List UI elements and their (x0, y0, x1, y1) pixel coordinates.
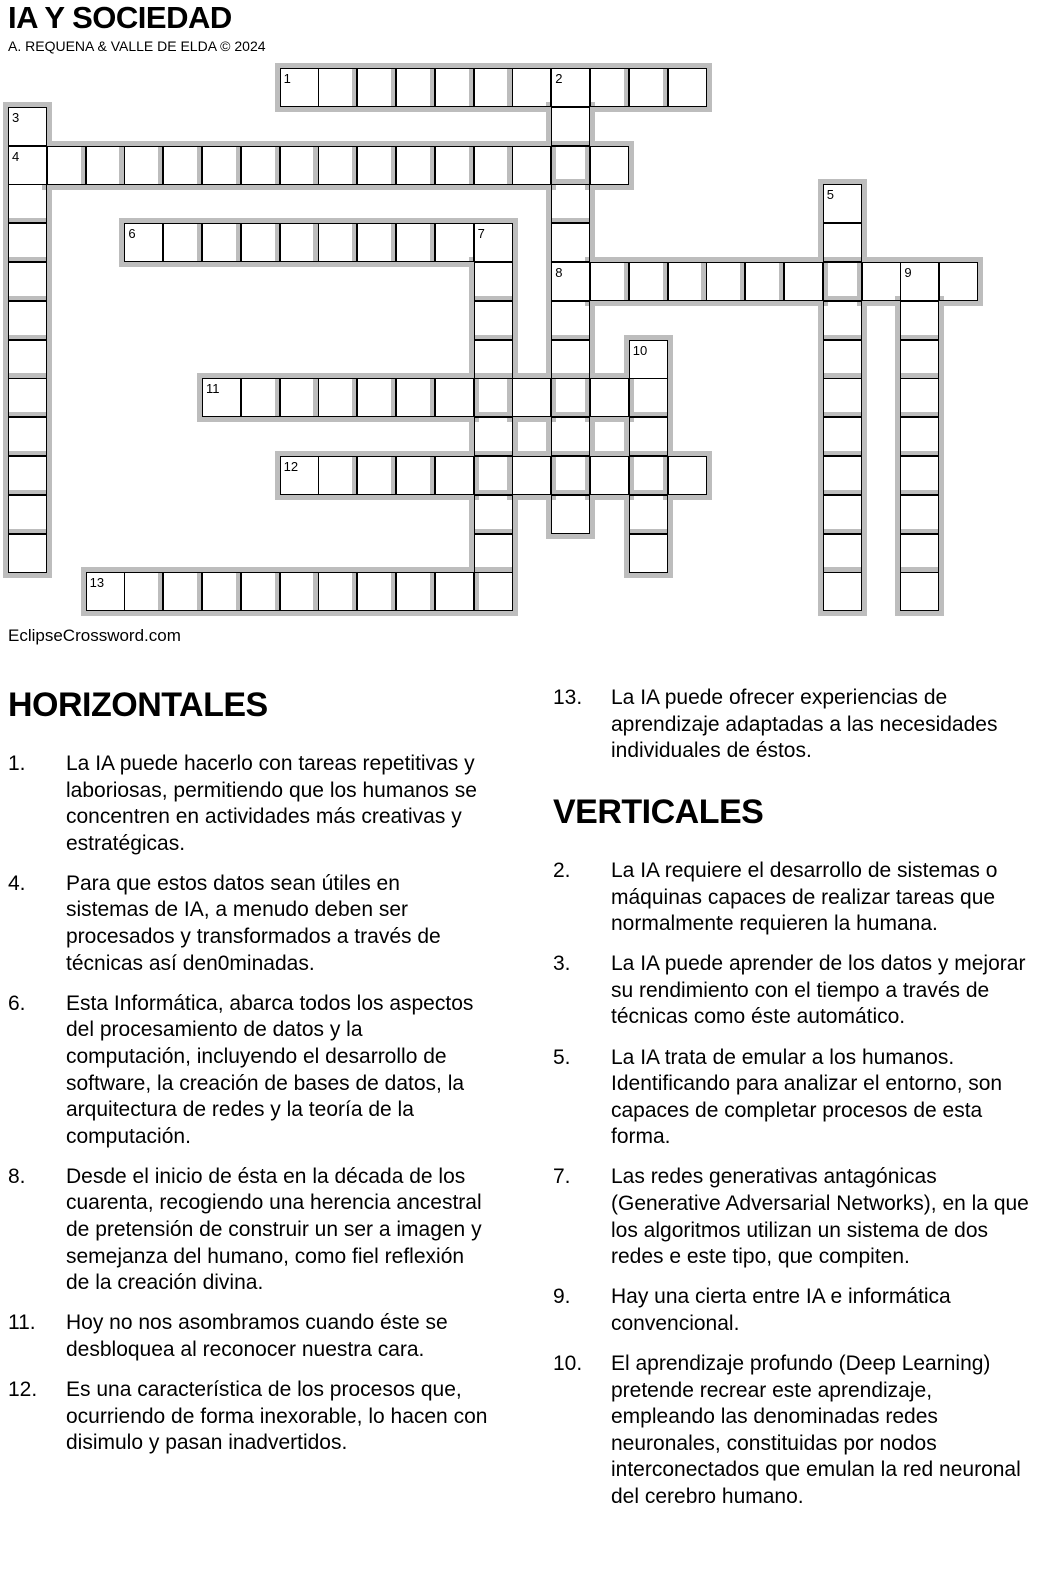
clue-down-9 (553, 1284, 1033, 1337)
clue-number: 7. (553, 1165, 571, 1189)
grid-cell-face (241, 223, 280, 262)
clue-across-8 (8, 1164, 488, 1297)
grid-cell-face (47, 146, 86, 185)
grid-cell-face (823, 495, 862, 534)
grid-cell[interactable] (202, 378, 241, 417)
grid-cell-face (280, 378, 319, 417)
grid-cell-face (629, 262, 668, 301)
grid-cell-face (474, 301, 513, 340)
grid-cell-face (357, 456, 396, 495)
grid-cell-face (551, 107, 590, 146)
clue-number: 3. (553, 952, 571, 976)
grid-cell-face (590, 146, 629, 185)
grid-cell-face (8, 417, 47, 456)
grid-cell-face (900, 456, 939, 495)
grid-cell-face (474, 340, 513, 379)
grid-cell-face (357, 146, 396, 185)
grid-cell[interactable] (280, 68, 319, 107)
grid-cell-face (900, 495, 939, 534)
grid-cell-face (939, 262, 978, 301)
grid-cell[interactable] (86, 572, 125, 611)
across-clue-list (8, 751, 488, 1470)
grid-cell-face (435, 378, 474, 417)
grid-cell-face (163, 223, 202, 262)
grid-cell-face (396, 146, 435, 185)
grid-cell-face (823, 534, 862, 573)
grid-cell[interactable] (823, 184, 862, 223)
grid-cell-face (629, 534, 668, 573)
grid-cell[interactable] (629, 340, 668, 379)
clue-down-5 (553, 1045, 1033, 1151)
grid-cell-face (823, 301, 862, 340)
clue-down-7 (553, 1164, 1033, 1270)
cell-number: 4 (12, 148, 20, 164)
across-clue-list-continued (553, 685, 1033, 778)
cell-number: 3 (12, 109, 20, 125)
grid-cell-face (8, 340, 47, 379)
clue-down-2 (553, 858, 1033, 938)
grid-cell-face (668, 262, 707, 301)
grid-cell-face (8, 534, 47, 573)
clue-text: La IA puede aprender de los datos y mejorar su rendimiento con el tiempo a través de técnicas como éste automático. (611, 952, 1026, 1029)
grid-cell-face (629, 456, 668, 495)
grid-cell-face (8, 301, 47, 340)
grid-cell-face (163, 146, 202, 185)
grid-cell-face (551, 417, 590, 456)
grid-cell-face (900, 378, 939, 417)
grid-cell-face (280, 146, 319, 185)
grid-cell-face (474, 146, 513, 185)
clue-down-10 (553, 1351, 1033, 1511)
clue-text: Las redes generativas antagónicas (Generative Adversarial Networks), en la que los algoritmos utilizan un sistema de dos redes e este tipo, que compiten. (611, 1165, 1029, 1269)
clue-across-12 (8, 1377, 488, 1457)
grid-cell-face (551, 223, 590, 262)
cell-number: 10 (632, 342, 648, 358)
clue-text: Para que estos datos sean útiles en sistemas de IA, a menudo deben ser procesados y transformados a través de técnicas así den0minadas. (66, 871, 441, 975)
grid-cell-face (396, 378, 435, 417)
grid-cell[interactable] (551, 262, 590, 301)
clue-text: Desde el inicio de ésta en la década de los cuarenta, recogiendo una herencia ancestral de pretensión de construir un ser a imagen y semejanza del humano, como fiel reflexión de la creación divina. (66, 1164, 482, 1295)
grid-cell-face (318, 456, 357, 495)
grid-cell-face (900, 301, 939, 340)
grid-cell-face (551, 146, 590, 185)
clue-number: 12. (8, 1377, 38, 1401)
grid-cell-face (823, 223, 862, 262)
grid-cell[interactable] (124, 223, 163, 262)
grid-cell-face (124, 146, 163, 185)
grid-cell-face (551, 301, 590, 340)
cell-number: 6 (128, 226, 136, 242)
grid-cell-face (823, 456, 862, 495)
grid-cell-face (551, 184, 590, 223)
grid-cell-face (551, 495, 590, 534)
grid-cell-face (86, 146, 125, 185)
grid-cell-face (357, 378, 396, 417)
clue-number: 6. (8, 991, 26, 1015)
grid-cell-face (590, 456, 629, 495)
grid-cell-face (280, 572, 319, 611)
cell-number: 7 (477, 226, 485, 242)
grid-cell-face (668, 68, 707, 107)
grid-cell-face (551, 340, 590, 379)
clue-text: La IA puede hacerlo con tareas repetitivas y laboriosas, permitiendo que los humanos se concentren en actividades más creativas y estratégicas. (66, 752, 477, 855)
grid-cell-face (318, 68, 357, 107)
clue-text: La IA puede ofrecer experiencias de aprendizaje adaptadas a las necesidades individuales de éstos. (611, 686, 998, 763)
grid-cell-face (474, 534, 513, 573)
cell-number: 12 (283, 459, 299, 474)
down-clue-list (553, 858, 1033, 1524)
grid-cell-face (823, 262, 862, 301)
across-heading: HORIZONTALES (8, 686, 268, 724)
clue-number: 9. (553, 1285, 571, 1309)
clue-text: Esta Informática, abarca todos los aspectos del procesamiento de datos y la computación, incluyendo el desarrollo de software, la creación de bases de datos, la arquitectura de redes y la teoría de la computación. (66, 991, 474, 1148)
grid-cell-face (318, 223, 357, 262)
grid-cell-face (318, 572, 357, 611)
grid-cell-face (629, 495, 668, 534)
grid-cell-face (551, 378, 590, 417)
grid-cell-face (900, 572, 939, 611)
grid-cell-face (629, 378, 668, 417)
grid-cell-face (474, 456, 513, 495)
clue-text: Hoy no nos asombramos cuando éste se desbloquea al reconocer nuestra cara. (66, 1311, 448, 1361)
grid-cell-face (823, 340, 862, 379)
grid-cell-face (435, 68, 474, 107)
grid-cell-face (474, 68, 513, 107)
grid-cell-face (551, 456, 590, 495)
grid-cell-face (823, 572, 862, 611)
clue-number: 2. (553, 859, 571, 882)
cell-number: 2 (555, 71, 563, 86)
cell-number: 9 (904, 265, 912, 280)
grid-cell-face (512, 456, 551, 495)
grid-cell-face (512, 146, 551, 185)
clue-number: 1. (8, 752, 26, 775)
grid-cell-face (512, 68, 551, 107)
grid-cell-face (629, 68, 668, 107)
clue-text: La IA trata de emular a los humanos. Identificando para analizar el entorno, son capaces de completar procesos de esta forma. (611, 1045, 1003, 1149)
grid-cell-face (590, 262, 629, 301)
crossword-grid (0, 0, 1058, 640)
clue-number: 8. (8, 1164, 26, 1188)
grid-cell-face (900, 417, 939, 456)
grid-cell-face (900, 340, 939, 379)
clue-across-4 (8, 871, 488, 977)
clue-text: El aprendizaje profundo (Deep Learning) pretende recrear este aprendizaje, empleando las denominadas redes neuronales, constituidas por nodos interconectados que emulan la red neuronal del cerebro humano. (611, 1352, 1021, 1508)
grid-cell-face (396, 223, 435, 262)
grid-cell[interactable] (280, 456, 319, 495)
grid-cell-face (8, 495, 47, 534)
grid-cell-face (435, 223, 474, 262)
clue-text: La IA requiere el desarrollo de sistemas o máquinas capaces de realizar tareas que normalmente requieren la humana. (611, 859, 998, 936)
grid-cell[interactable] (551, 68, 590, 107)
grid-cell-face (396, 456, 435, 495)
grid-cell-face (512, 378, 551, 417)
grid-cell-face (202, 223, 241, 262)
cell-number: 1 (283, 71, 291, 86)
grid-cell-face (474, 495, 513, 534)
grid-cell-face (745, 262, 784, 301)
grid-cell-face (8, 456, 47, 495)
grid-cell-face (474, 572, 513, 611)
clue-text: Hay una cierta entre IA e informática convencional. (611, 1285, 951, 1335)
grid-cell-face (8, 262, 47, 301)
grid-cell-face (8, 184, 47, 223)
grid-cell-face (435, 572, 474, 611)
grid-cell-face (784, 262, 823, 301)
grid-cell-face (862, 262, 901, 301)
grid-cell-face (396, 68, 435, 107)
grid-cell-face (241, 572, 280, 611)
grid-cell-face (706, 262, 745, 301)
grid-cell-face (124, 572, 163, 611)
grid-cell-face (435, 146, 474, 185)
grid-cell-face (900, 534, 939, 573)
grid-cell-face (474, 262, 513, 301)
clue-across-11 (8, 1310, 488, 1363)
grid-cell-face (474, 417, 513, 456)
clue-number: 5. (553, 1045, 571, 1069)
grid-cell-face (823, 417, 862, 456)
grid-cell-face (590, 68, 629, 107)
grid-cell-face (435, 456, 474, 495)
grid-cell-face (202, 146, 241, 185)
grid-cell-face (163, 572, 202, 611)
grid-cell-face (241, 378, 280, 417)
grid-cell-face (8, 378, 47, 417)
clue-number: 13. (553, 686, 583, 709)
grid-cell-face (318, 378, 357, 417)
grid-cell-face (241, 146, 280, 185)
grid-cell-face (474, 378, 513, 417)
grid-cell-face (202, 572, 241, 611)
clue-number: 4. (8, 871, 26, 895)
clue-number: 10. (553, 1352, 583, 1375)
grid-cell-face (280, 223, 319, 262)
grid-cell[interactable] (474, 223, 513, 262)
clue-text: Es una característica de los procesos que, ocurriendo de forma inexorable, lo hacen con disimulo y pasan inadvertidos. (66, 1377, 488, 1455)
grid-cell-face (318, 146, 357, 185)
puzzle-author: A. REQUENA & VALLE DE ELDA © 2024 (8, 38, 266, 54)
clue-number: 11. (8, 1311, 36, 1335)
grid-cell-face (396, 572, 435, 611)
grid-cell-face (823, 378, 862, 417)
grid-cell-face (629, 417, 668, 456)
clue-down-3 (553, 951, 1033, 1031)
grid-cell-face (590, 378, 629, 417)
grid-cell-face (357, 223, 396, 262)
grid-cell[interactable] (900, 262, 939, 301)
cell-number: 13 (89, 575, 105, 591)
footer-site: EclipseCrossword.com (8, 626, 181, 645)
grid-cell-face (357, 68, 396, 107)
cell-number: 5 (826, 187, 835, 203)
grid-cell[interactable] (8, 146, 47, 185)
grid-cell-face (357, 572, 396, 611)
grid-cell-face (8, 223, 47, 262)
cell-number: 11 (206, 381, 220, 397)
clue-across-1 (8, 751, 488, 857)
clue-across-13 (553, 685, 1033, 765)
grid-cell[interactable] (8, 107, 47, 146)
cell-number: 8 (555, 265, 563, 280)
down-heading: VERTICALES (553, 793, 764, 831)
puzzle-title: IA Y SOCIEDAD (8, 0, 232, 35)
grid-cell-face (668, 456, 707, 495)
clue-across-6 (8, 991, 488, 1151)
